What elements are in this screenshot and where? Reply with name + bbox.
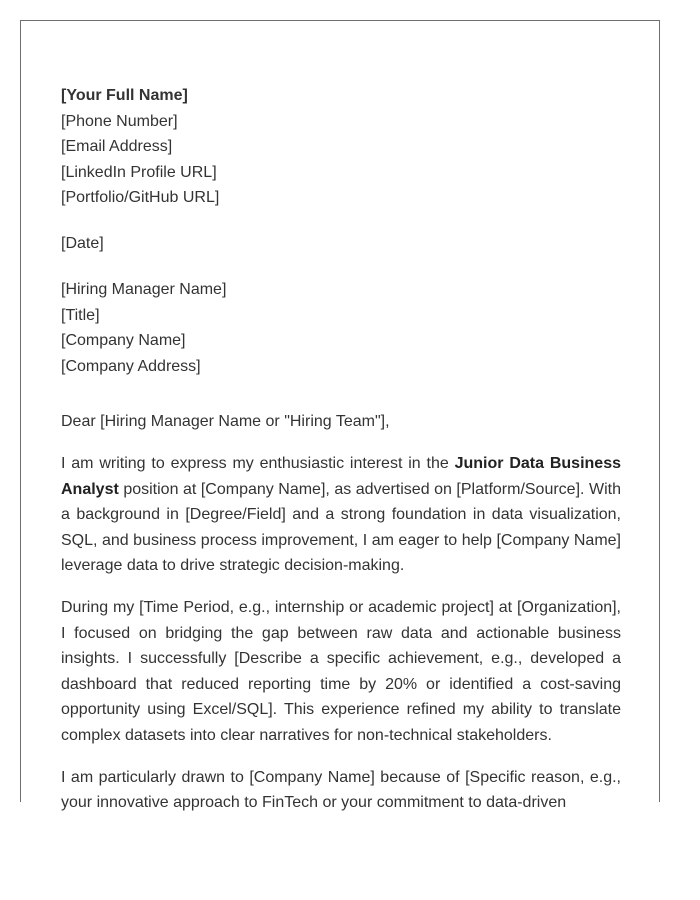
recipient-manager: [Hiring Manager Name] [61,281,227,298]
letter-content [61,83,621,816]
letter-page [20,20,660,811]
sender-name: [Your Full Name] [61,87,188,104]
job-role: Junior Data Business Analyst [61,455,621,498]
recipient-block [61,277,621,379]
sender-block [61,83,621,211]
sender-portfolio: [Portfolio/GitHub URL] [61,189,220,206]
recipient-company: [Company Name] [61,332,186,349]
paragraph-experience: During my [Time Period, e.g., internship or academic project] at [Organization], I focused on bridging the gap between raw data and actionable business insights. I successfully [Describe a specific achievement, e.g., developed a dashboard that reduced reporting time by 20% or identified a cost-saving opportunity using Excel/SQL]. This experience refined my ability to translate complex datasets into clear narratives for non-technical stakeholders. [61,599,621,744]
letter-date: [Date] [61,235,104,252]
salutation: Dear [Hiring Manager Name or "Hiring Team"], [61,413,390,430]
paragraph-intro [61,451,621,579]
recipient-address: [Company Address] [61,357,201,375]
sender-linkedin: [LinkedIn Profile URL] [61,163,217,181]
paragraph-motivation: I am particularly drawn to [Company Name] because of [Specific reason, e.g., your innovative approach to FinTech or your commitment to data-driven [61,768,621,811]
sender-email: [Email Address] [61,138,173,155]
recipient-title: [Title] [61,306,100,324]
sender-phone: [Phone Number] [61,112,178,130]
paragraph-intro-text: I am writing to express my enthusiastic interest in the [61,455,455,472]
paragraph-intro-rest: position at [Company Name], as advertised on [Platform/Source]. With a background in [Degree/Field] and a strong foundation in data visualization, SQL, and business process improvement, I am eager to help [Company Name] leverage data to drive strategic decision-making. [61,480,621,574]
